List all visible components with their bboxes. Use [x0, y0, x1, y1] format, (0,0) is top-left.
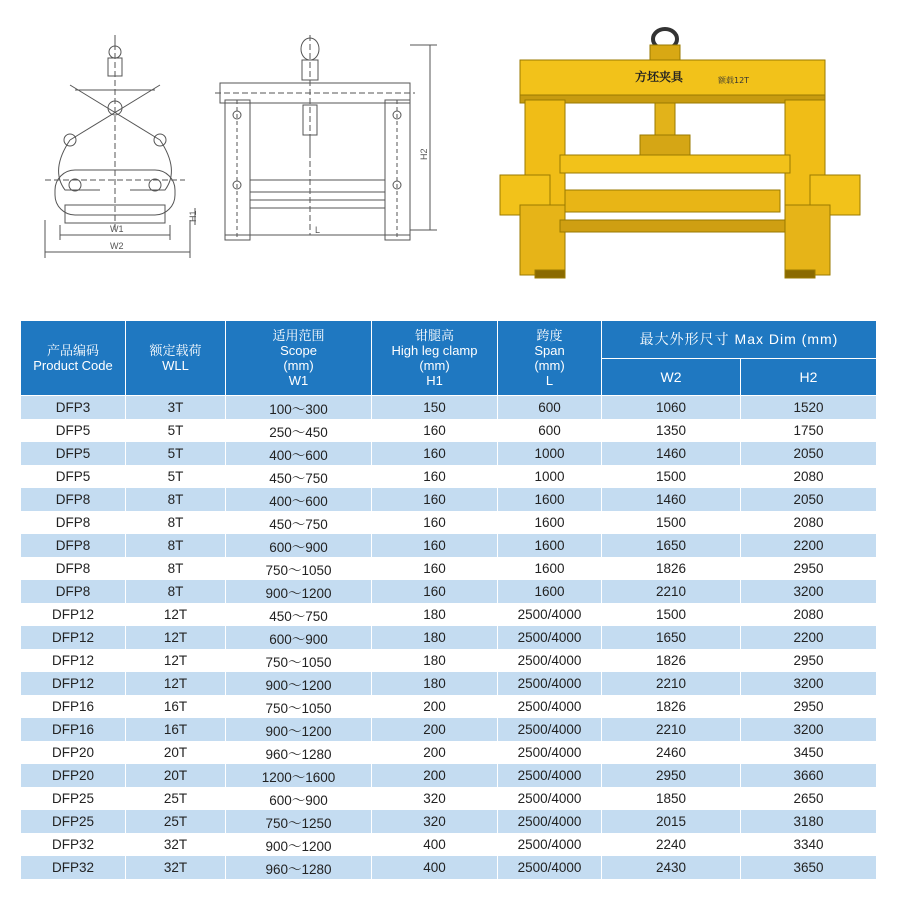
- cell-product-code: DFP8: [21, 488, 126, 511]
- cell-w2: 2240: [602, 833, 741, 856]
- table-row: [21, 557, 877, 580]
- cell-span-l: 1600: [498, 580, 602, 603]
- cell-product-code: DFP8: [21, 511, 126, 534]
- cell-high-leg-h1: 180: [372, 649, 498, 672]
- header-h2: H2: [741, 359, 877, 396]
- table-body: [21, 396, 877, 880]
- cell-span-l: 2500/4000: [498, 695, 602, 718]
- cell-span-l: 2500/4000: [498, 718, 602, 741]
- cell-scope-w1: 900～1200: [226, 833, 372, 856]
- product-photo: [490, 25, 875, 280]
- cell-w2: 1650: [602, 626, 741, 649]
- cell-span-l: 2500/4000: [498, 833, 602, 856]
- cell-scope-w1: 400～600: [226, 488, 372, 511]
- cell-product-code: DFP20: [21, 741, 126, 764]
- cell-wll: 12T: [126, 672, 226, 695]
- cell-span-l: 2500/4000: [498, 672, 602, 695]
- header-wll: 额定载荷 WLL: [126, 321, 226, 396]
- cell-wll: 12T: [126, 603, 226, 626]
- table-row: [21, 810, 877, 833]
- table-row: [21, 534, 877, 557]
- cell-w2: 2210: [602, 718, 741, 741]
- cell-scope-w1: 750～1250: [226, 810, 372, 833]
- spec-table: [20, 320, 877, 879]
- cell-high-leg-h1: 400: [372, 856, 498, 879]
- cell-h2: 2080: [741, 465, 877, 488]
- cell-h2: 2080: [741, 603, 877, 626]
- cell-wll: 12T: [126, 649, 226, 672]
- cell-scope-w1: 750～1050: [226, 649, 372, 672]
- cell-w2: 2210: [602, 580, 741, 603]
- cell-wll: 32T: [126, 833, 226, 856]
- cell-h2: 2200: [741, 534, 877, 557]
- table-row: [21, 511, 877, 534]
- cell-high-leg-h1: 200: [372, 764, 498, 787]
- cell-wll: 8T: [126, 534, 226, 557]
- cell-w2: 1650: [602, 534, 741, 557]
- cell-span-l: 1600: [498, 534, 602, 557]
- cell-h2: 2080: [741, 511, 877, 534]
- photo-rating: 额载12T: [718, 76, 750, 85]
- cell-h2: 3450: [741, 741, 877, 764]
- cell-product-code: DFP25: [21, 810, 126, 833]
- table-row: [21, 465, 877, 488]
- cell-scope-w1: 1200～1600: [226, 764, 372, 787]
- cell-scope-w1: 450～750: [226, 465, 372, 488]
- cell-scope-w1: 600～900: [226, 534, 372, 557]
- cell-product-code: DFP8: [21, 534, 126, 557]
- cell-product-code: DFP25: [21, 787, 126, 810]
- table-row: [21, 603, 877, 626]
- cell-scope-w1: 960～1280: [226, 741, 372, 764]
- cell-product-code: DFP16: [21, 718, 126, 741]
- cell-span-l: 1000: [498, 465, 602, 488]
- cell-high-leg-h1: 160: [372, 465, 498, 488]
- cell-h2: 2200: [741, 626, 877, 649]
- cell-span-l: 2500/4000: [498, 741, 602, 764]
- cell-scope-w1: 900～1200: [226, 718, 372, 741]
- cell-h2: 3660: [741, 764, 877, 787]
- cell-product-code: DFP32: [21, 856, 126, 879]
- cell-wll: 8T: [126, 511, 226, 534]
- illustrations: [0, 0, 900, 300]
- cell-w2: 1826: [602, 649, 741, 672]
- cell-wll: 8T: [126, 557, 226, 580]
- cell-w2: 1460: [602, 488, 741, 511]
- cell-wll: 8T: [126, 580, 226, 603]
- cell-span-l: 600: [498, 419, 602, 442]
- cell-high-leg-h1: 150: [372, 396, 498, 420]
- cell-wll: 20T: [126, 741, 226, 764]
- table-row: [21, 787, 877, 810]
- cell-span-l: 1000: [498, 442, 602, 465]
- cell-scope-w1: 750～1050: [226, 695, 372, 718]
- cell-w2: 1500: [602, 465, 741, 488]
- w2-label: W2: [110, 241, 124, 251]
- cell-span-l: 2500/4000: [498, 626, 602, 649]
- cell-high-leg-h1: 160: [372, 511, 498, 534]
- cell-h2: 3650: [741, 856, 877, 879]
- cell-wll: 16T: [126, 718, 226, 741]
- cell-w2: 2460: [602, 741, 741, 764]
- cell-h2: 1750: [741, 419, 877, 442]
- cell-high-leg-h1: 200: [372, 695, 498, 718]
- table-row: [21, 833, 877, 856]
- cell-product-code: DFP5: [21, 442, 126, 465]
- cell-scope-w1: 900～1200: [226, 672, 372, 695]
- cell-high-leg-h1: 320: [372, 787, 498, 810]
- cell-scope-w1: 400～600: [226, 442, 372, 465]
- cell-span-l: 600: [498, 396, 602, 420]
- table-row: [21, 764, 877, 787]
- cell-h2: 2050: [741, 442, 877, 465]
- cell-product-code: DFP32: [21, 833, 126, 856]
- cell-scope-w1: 600～900: [226, 626, 372, 649]
- table-row: [21, 695, 877, 718]
- cell-w2: 2430: [602, 856, 741, 879]
- w1-label: W1: [110, 224, 124, 234]
- side-view-drawing: [30, 30, 205, 265]
- cell-w2: 1500: [602, 511, 741, 534]
- cell-product-code: DFP5: [21, 419, 126, 442]
- cell-h2: 1520: [741, 396, 877, 420]
- cell-high-leg-h1: 160: [372, 534, 498, 557]
- cell-high-leg-h1: 200: [372, 741, 498, 764]
- cell-w2: 1500: [602, 603, 741, 626]
- header-scope: 适用范围 Scope (mm) W1: [226, 321, 372, 396]
- header-w2: W2: [602, 359, 741, 396]
- cell-high-leg-h1: 180: [372, 672, 498, 695]
- l-label: L: [315, 225, 321, 235]
- cell-scope-w1: 750～1050: [226, 557, 372, 580]
- cell-scope-w1: 100～300: [226, 396, 372, 420]
- cell-scope-w1: 450～750: [226, 603, 372, 626]
- h2-label: H2: [419, 148, 429, 160]
- cell-high-leg-h1: 160: [372, 580, 498, 603]
- cell-w2: 2950: [602, 764, 741, 787]
- front-view-drawing: [205, 35, 445, 250]
- cell-product-code: DFP12: [21, 603, 126, 626]
- cell-span-l: 1600: [498, 511, 602, 534]
- cell-w2: 1060: [602, 396, 741, 420]
- cell-high-leg-h1: 160: [372, 419, 498, 442]
- cell-w2: 1826: [602, 695, 741, 718]
- cell-span-l: 2500/4000: [498, 856, 602, 879]
- cell-high-leg-h1: 160: [372, 442, 498, 465]
- cell-w2: 2015: [602, 810, 741, 833]
- cell-scope-w1: 600～900: [226, 787, 372, 810]
- cell-high-leg-h1: 160: [372, 557, 498, 580]
- table-row: [21, 442, 877, 465]
- table-row: [21, 718, 877, 741]
- cell-scope-w1: 450～750: [226, 511, 372, 534]
- header-max-dim: 最大外形尺寸 Max Dim (mm): [602, 321, 877, 359]
- table-row: [21, 419, 877, 442]
- cell-product-code: DFP12: [21, 672, 126, 695]
- cell-span-l: 2500/4000: [498, 787, 602, 810]
- cell-span-l: 2500/4000: [498, 649, 602, 672]
- cell-wll: 16T: [126, 695, 226, 718]
- table-row: [21, 396, 877, 420]
- cell-high-leg-h1: 400: [372, 833, 498, 856]
- cell-span-l: 2500/4000: [498, 764, 602, 787]
- cell-h2: 3200: [741, 672, 877, 695]
- cell-wll: 5T: [126, 442, 226, 465]
- cell-wll: 5T: [126, 419, 226, 442]
- cell-h2: 3340: [741, 833, 877, 856]
- cell-span-l: 1600: [498, 557, 602, 580]
- header-high-leg-clamp: 钳腿高 High leg clamp (mm) H1: [372, 321, 498, 396]
- table-row: [21, 580, 877, 603]
- cell-high-leg-h1: 160: [372, 488, 498, 511]
- cell-scope-w1: 900～1200: [226, 580, 372, 603]
- table-row: [21, 488, 877, 511]
- cell-high-leg-h1: 320: [372, 810, 498, 833]
- cell-wll: 25T: [126, 810, 226, 833]
- photo-title: 方坯夹具: [635, 70, 684, 84]
- cell-wll: 25T: [126, 787, 226, 810]
- cell-wll: 32T: [126, 856, 226, 879]
- cell-high-leg-h1: 200: [372, 718, 498, 741]
- cell-high-leg-h1: 180: [372, 603, 498, 626]
- cell-h2: 3200: [741, 580, 877, 603]
- cell-h2: 3180: [741, 810, 877, 833]
- cell-wll: 3T: [126, 396, 226, 420]
- cell-product-code: DFP12: [21, 626, 126, 649]
- table-row: [21, 741, 877, 764]
- cell-product-code: DFP3: [21, 396, 126, 420]
- cell-w2: 2210: [602, 672, 741, 695]
- cell-wll: 5T: [126, 465, 226, 488]
- cell-wll: 20T: [126, 764, 226, 787]
- cell-product-code: DFP12: [21, 649, 126, 672]
- cell-product-code: DFP16: [21, 695, 126, 718]
- cell-scope-w1: 960～1280: [226, 856, 372, 879]
- cell-span-l: 1600: [498, 488, 602, 511]
- cell-wll: 8T: [126, 488, 226, 511]
- table-row: [21, 672, 877, 695]
- cell-product-code: DFP8: [21, 557, 126, 580]
- cell-product-code: DFP5: [21, 465, 126, 488]
- cell-span-l: 2500/4000: [498, 603, 602, 626]
- table-row: [21, 626, 877, 649]
- cell-scope-w1: 250～450: [226, 419, 372, 442]
- cell-h2: 2950: [741, 649, 877, 672]
- cell-product-code: DFP20: [21, 764, 126, 787]
- cell-w2: 1350: [602, 419, 741, 442]
- cell-h2: 3200: [741, 718, 877, 741]
- header-span: 跨度 Span (mm) L: [498, 321, 602, 396]
- cell-high-leg-h1: 180: [372, 626, 498, 649]
- header-product-code: 产品编码 Product Code: [21, 321, 126, 396]
- cell-w2: 1826: [602, 557, 741, 580]
- cell-h2: 2950: [741, 695, 877, 718]
- cell-h2: 2650: [741, 787, 877, 810]
- cell-w2: 1850: [602, 787, 741, 810]
- table-row: [21, 649, 877, 672]
- table-row: [21, 856, 877, 879]
- cell-h2: 2050: [741, 488, 877, 511]
- h1-label: H1: [188, 210, 198, 222]
- cell-w2: 1460: [602, 442, 741, 465]
- cell-wll: 12T: [126, 626, 226, 649]
- cell-product-code: DFP8: [21, 580, 126, 603]
- cell-span-l: 2500/4000: [498, 810, 602, 833]
- cell-h2: 2950: [741, 557, 877, 580]
